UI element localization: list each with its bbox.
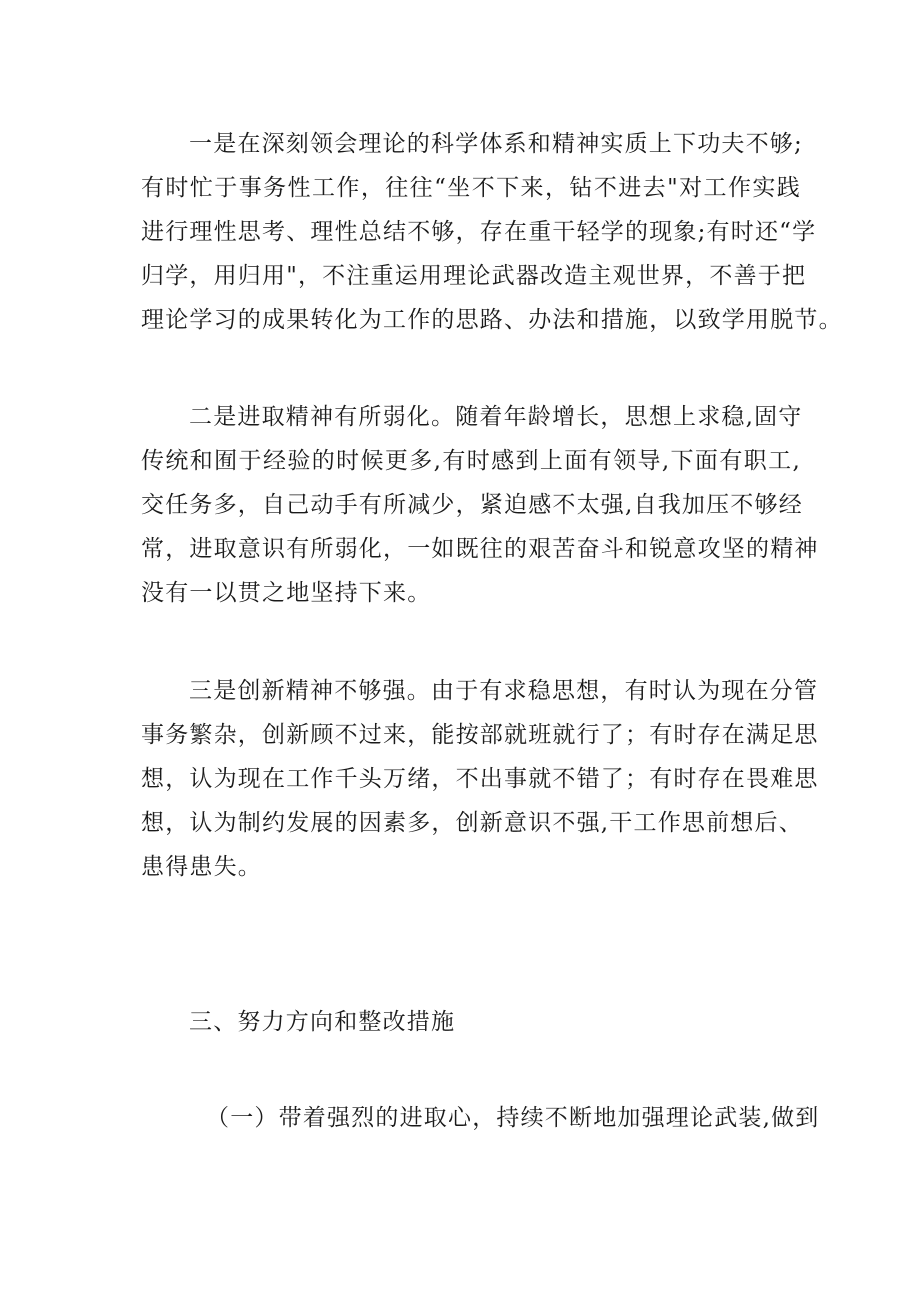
paragraph-3-line-2: 事务繁杂，创新顾不过来，能按部就班就行了；有时存在满足思	[141, 722, 819, 748]
paragraph-3-line-3: 想，认为现在工作千头万绪，不出事就不错了；有时存在畏难思	[141, 766, 819, 792]
paragraph-2-line-3: 交任务多，自己动手有所减少，紧迫感不太强,自我加压不够经	[141, 492, 803, 518]
section-heading: 三、努力方向和整改措施	[189, 1009, 456, 1035]
paragraph-2-line-2: 传统和囿于经验的时候更多,有时感到上面有领导,下面有职工,	[141, 448, 801, 474]
paragraph-1-line-2: 有时忙于事务性工作，往往“坐不下来，钻不进去"对工作实践	[141, 175, 801, 201]
paragraph-2-line-1: 二是进取精神有所弱化。随着年龄增长，思想上求稳,固守	[189, 404, 803, 430]
paragraph-1-line-5: 理论学习的成果转化为工作的思路、办法和措施，以致学用脱节。	[141, 307, 843, 333]
paragraph-3-line-1: 三是创新精神不够强。由于有求稳思想，有时认为现在分管	[189, 678, 819, 704]
paragraph-3-line-4: 想，认为制约发展的因素多，创新意识不强,干工作思前想后、	[141, 810, 803, 836]
paragraph-2-line-4: 常，进取意识有所弱化，一如既往的艰苦奋斗和锐意攻坚的精神	[141, 536, 819, 562]
paragraph-1-line-4: 归学，用归用"，不注重运用理论武器改造主观世界，不善于把	[141, 263, 807, 289]
paragraph-1-line-3: 进行理性思考、理性总结不够，存在重干轻学的现象;有时还“学	[141, 219, 817, 245]
paragraph-1-line-1: 一是在深刻领会理论的科学体系和精神实质上下功夫不够;	[189, 131, 803, 157]
subsection-1-line-1: （一）带着强烈的进取心，持续不断地加强理论武装,做到	[206, 1105, 820, 1131]
paragraph-3-line-5: 患得患失。	[141, 854, 262, 880]
paragraph-2-line-5: 没有一以贯之地坚持下来。	[141, 580, 432, 606]
